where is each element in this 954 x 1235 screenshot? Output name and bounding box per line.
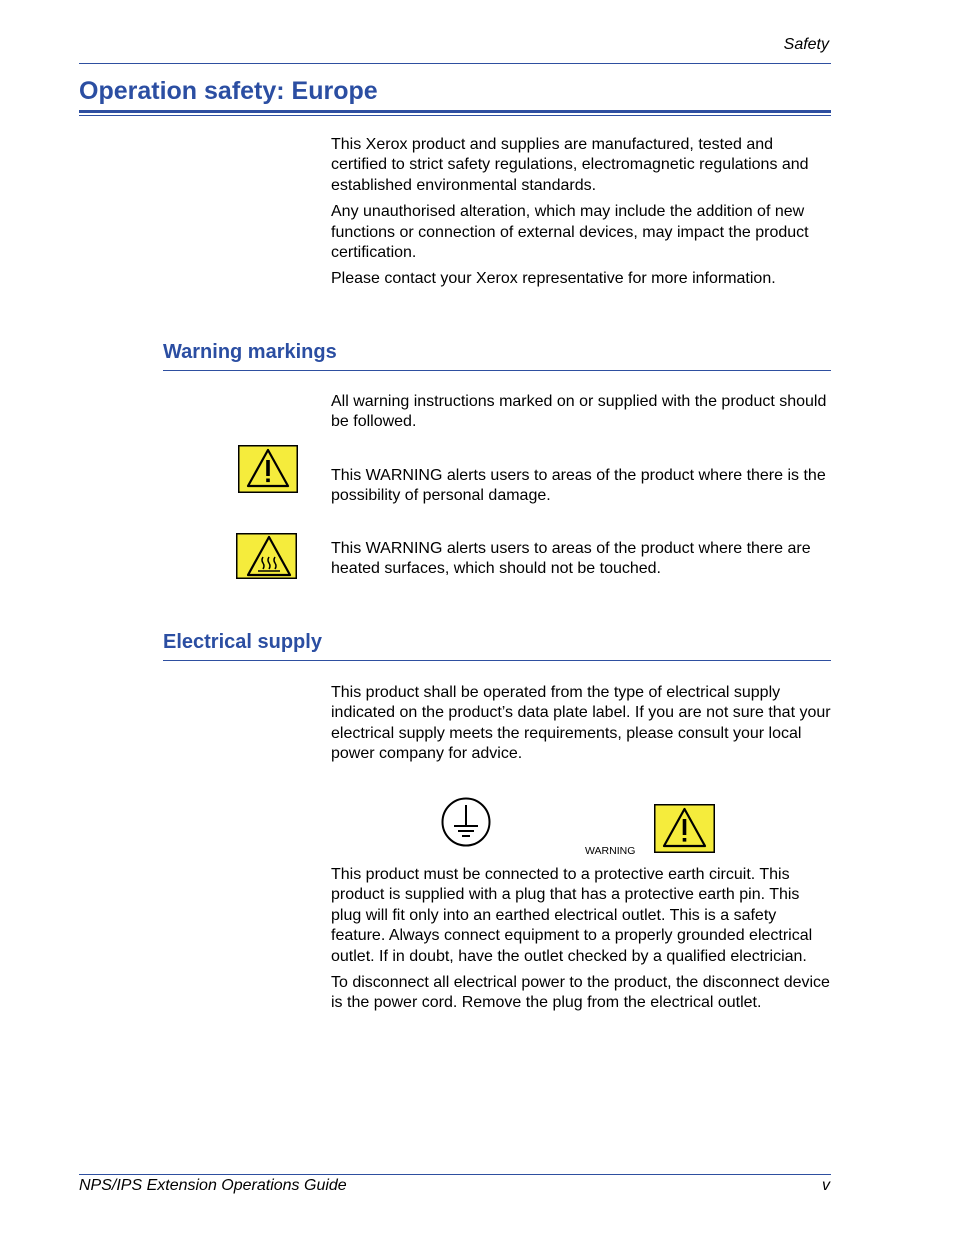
electrical-supply-body [331,865,831,1020]
header-rule [79,63,831,64]
electrical-supply-intro-text: This product shall be operated from the type of electrical supply indicated on the product’s data plate label. If you are not sure that your electrical supply meets the requirements, please consult your local power company for advice. [331,684,831,763]
header-section-label: Safety [783,36,829,53]
hot-surface-warning [331,539,831,586]
electrical-supply-rule [163,660,831,661]
intro-section [331,135,831,296]
intro-paragraph-2: Any unauthorised alteration, which may include the addition of new functions or connection of external devices, may impact the product certification. [331,203,809,262]
hot-surface-icon [236,533,297,584]
warning-markings-heading: Warning markings [163,341,337,363]
footer-page-number: v [822,1177,830,1194]
page-title: Operation safety: Europe [79,77,378,105]
title-rule-thin [79,115,831,116]
hot-surface-warning-text: This WARNING alerts users to areas of the product where there are heated surfaces, which should not be touched. [331,540,811,578]
intro-paragraph-3: Please contact your Xerox representative for more information. [331,270,776,288]
electrical-supply-intro [331,683,831,771]
warning-markings-intro-text: All warning instructions marked on or supplied with the product should be followed. [331,393,827,431]
warning-markings-intro [331,392,831,439]
earth-circuit-paragraph: This product must be connected to a protective earth circuit. This product is supplied with a plug that has a protective earth pin. This plug will fit only into an earthed electrical outlet. This is a safety feature. Always connect equipment to a properly grounded electrical outlet. If in doubt, have the outlet checked by a qualified electrician. [331,866,813,965]
warning-triangle-icon [238,445,298,498]
general-warning-text: This WARNING alerts users to areas of the product where there is the possibility of personal damage. [331,467,826,505]
intro-paragraph-1: This Xerox product and supplies are manufactured, tested and certified to strict safety regulations, electromagnetic regulations and established environmental standards. [331,136,809,194]
warning-triangle-icon [654,804,715,858]
footer-rule [79,1174,831,1175]
footer-guide-title: NPS/IPS Extension Operations Guide [79,1177,347,1194]
general-warning [331,466,831,513]
protective-earth-icon [440,796,492,853]
disconnect-paragraph: To disconnect all electrical power to the product, the disconnect device is the power cord. Remove the plug from the electrical outlet. [331,974,830,1012]
warning-label: WARNING [585,845,636,857]
warning-markings-rule [163,370,831,371]
electrical-supply-heading: Electrical supply [163,631,322,653]
title-rule-thick [79,110,831,113]
